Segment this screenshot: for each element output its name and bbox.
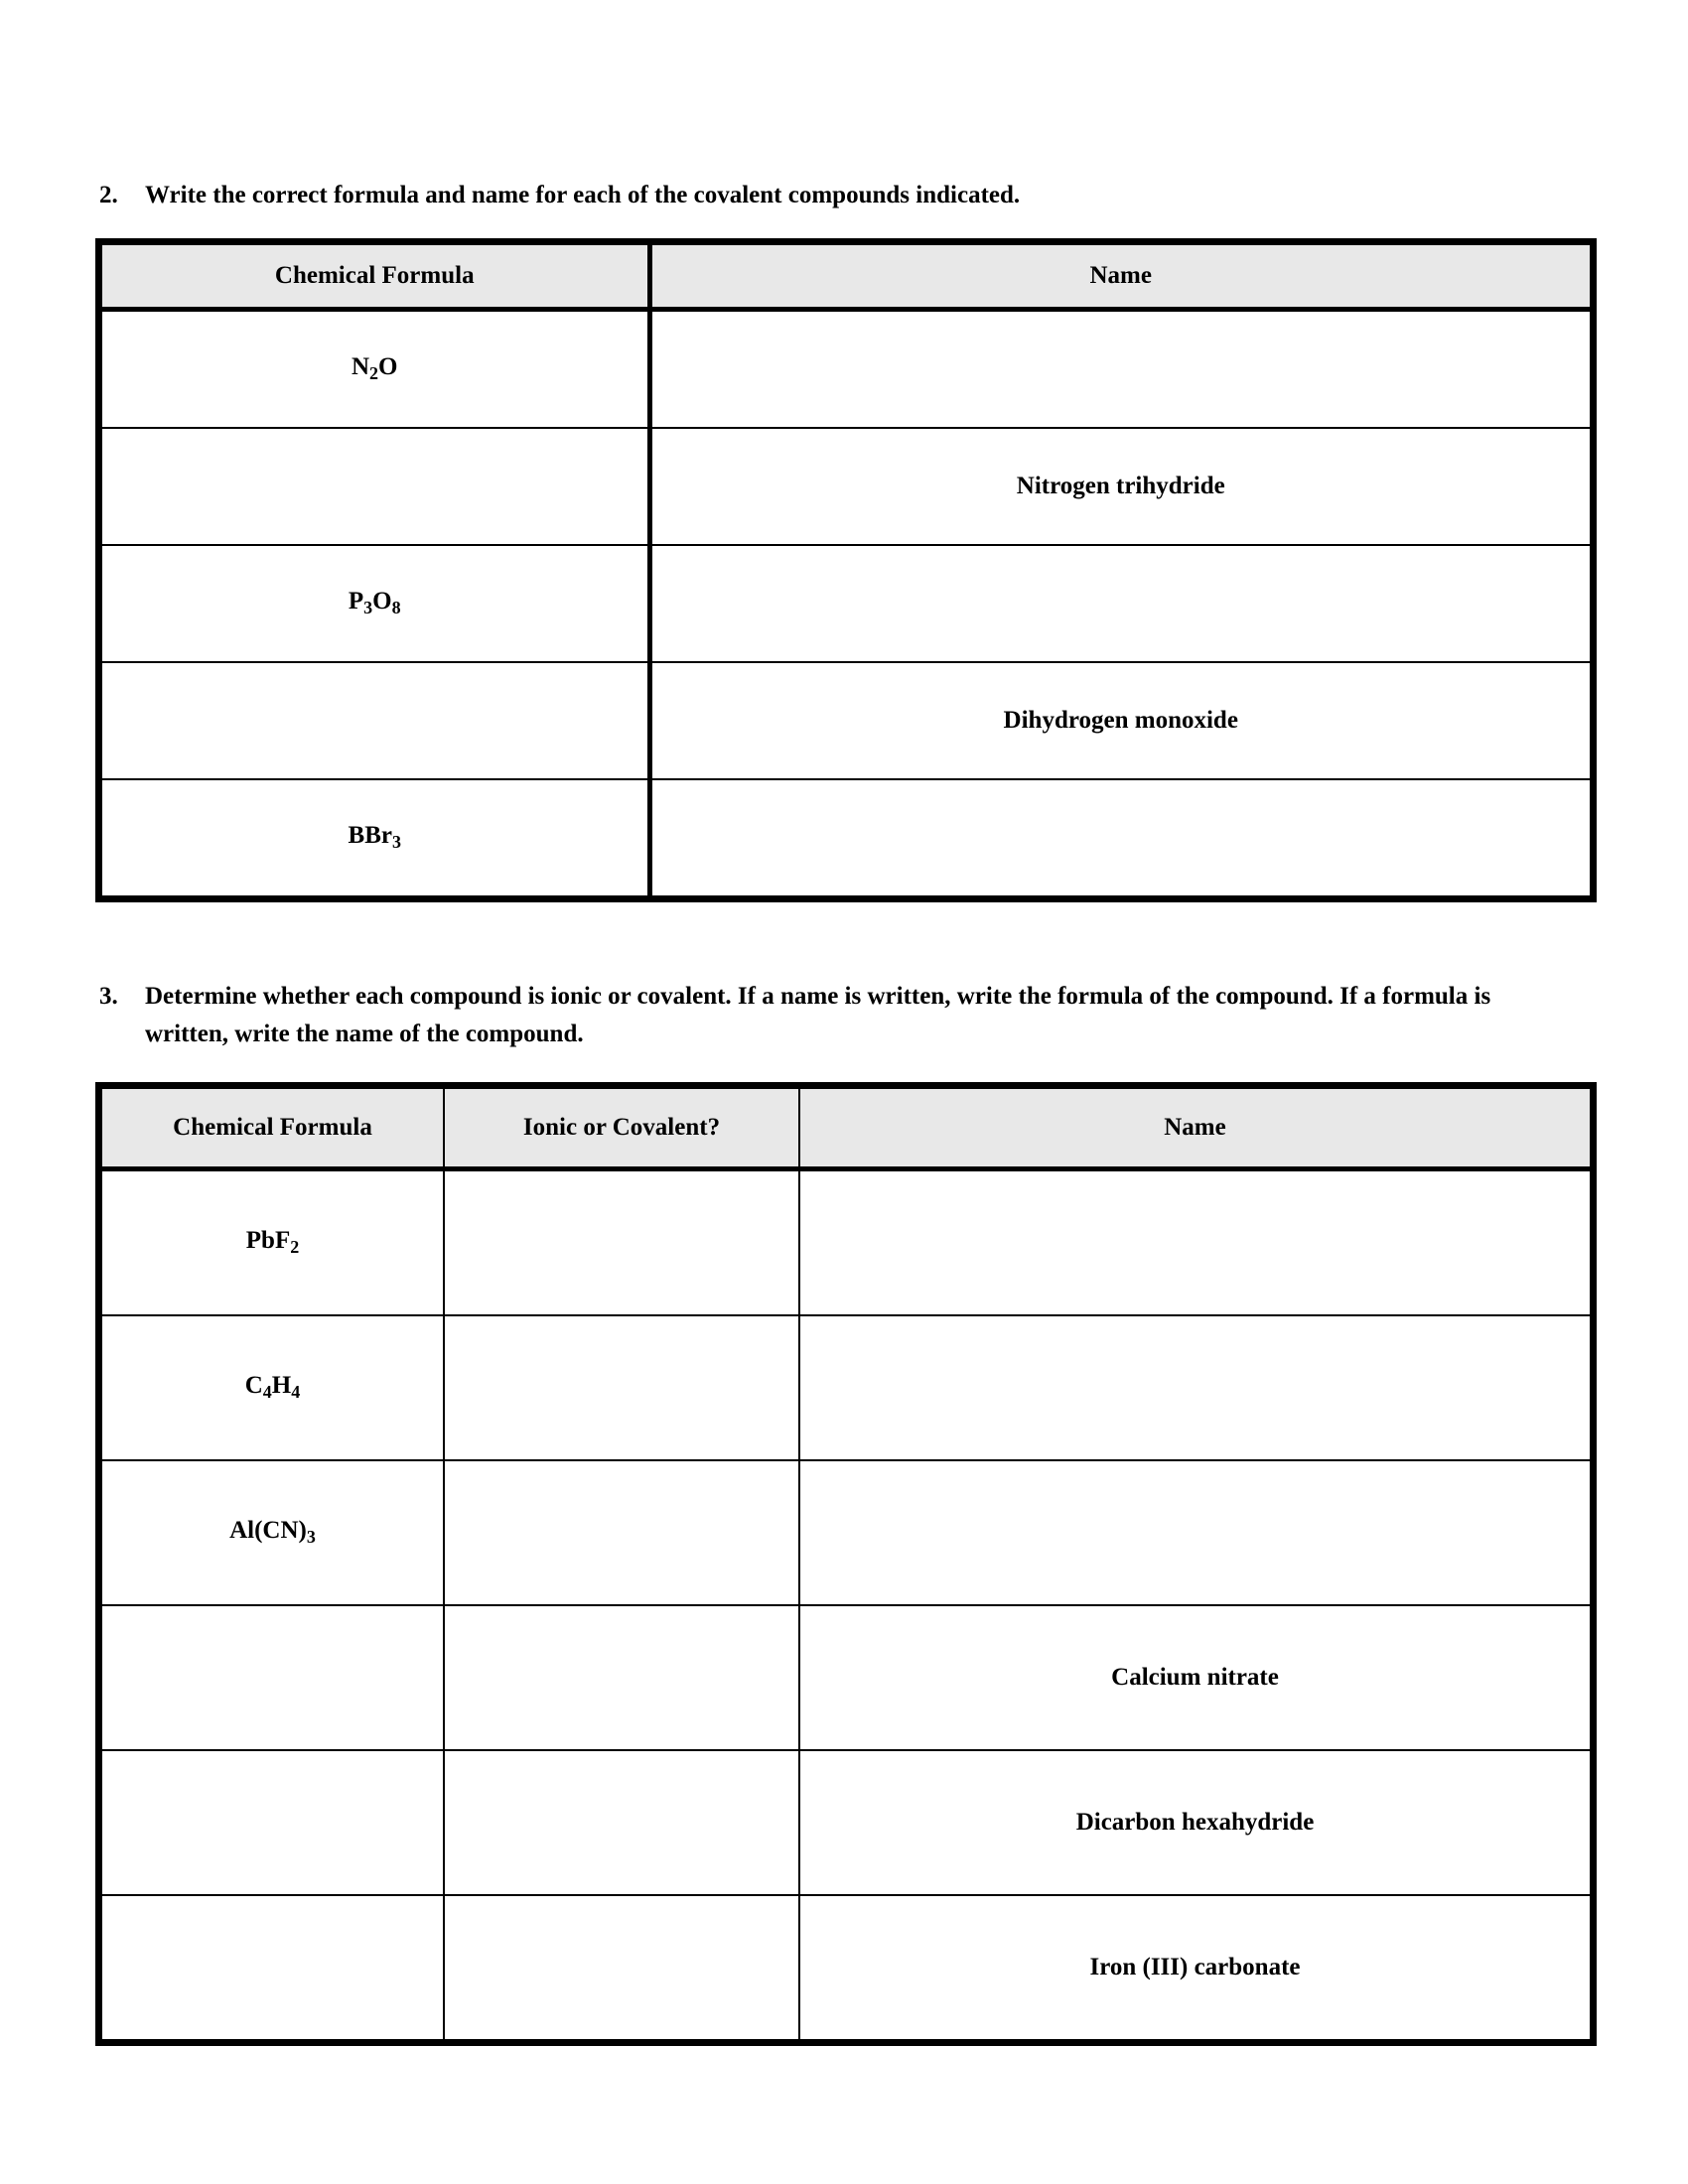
header-name: Name	[799, 1088, 1591, 1169]
table-row	[101, 1605, 1591, 1750]
header-ionic-or-covalent: Ionic or Covalent?	[444, 1088, 799, 1169]
ionic-covalent-table	[100, 1087, 1592, 2041]
cell-name[interactable]	[649, 310, 1591, 429]
cell-formula[interactable]: $N_2O$	[101, 310, 649, 429]
header-chemical-formula: Chemical Formula	[101, 1088, 444, 1169]
cell-formula[interactable]: $C_4H_4$	[101, 1315, 444, 1460]
cell-name[interactable]	[649, 545, 1591, 662]
cell-formula[interactable]: $P_3O_8$	[101, 545, 649, 662]
cell-name[interactable]: Iron (III) carbonate	[799, 1895, 1591, 2040]
covalent-compounds-table	[100, 243, 1592, 897]
cell-formula[interactable]: $Al(CN)_3$	[101, 1460, 444, 1605]
cell-type[interactable]	[444, 1895, 799, 2040]
covalent-table-border	[95, 238, 1597, 902]
cell-formula[interactable]: BBr$_3$	[101, 779, 649, 896]
header-name: Name	[649, 244, 1591, 310]
question-2-text: Write the correct formula and name for each of the covalent compounds indicated.	[145, 182, 1021, 208]
cell-name[interactable]	[799, 1169, 1591, 1316]
question-2-number: 2.	[99, 182, 118, 208]
table-row	[101, 1460, 1591, 1605]
cell-type[interactable]	[444, 1750, 799, 1895]
cell-formula[interactable]	[101, 1895, 444, 2040]
cell-name[interactable]	[799, 1315, 1591, 1460]
header-chemical-formula: Chemical Formula	[101, 244, 649, 310]
cell-name[interactable]: Dicarbon hexahydride	[799, 1750, 1591, 1895]
cell-name[interactable]: Dihydrogen monoxide	[649, 662, 1591, 779]
table-row	[101, 310, 1591, 429]
table-row	[101, 779, 1591, 896]
table-header-row	[101, 244, 1591, 310]
question-3-text: Determine whether each compound is ionic or covalent. If a name is written, write the formula of the compound. If a formula is written, write the name of the compound.	[145, 983, 1491, 1047]
question-3	[99, 978, 1569, 1052]
table-row	[101, 1750, 1591, 1895]
table-row	[101, 545, 1591, 662]
cell-formula[interactable]: PbF$_2$	[101, 1169, 444, 1316]
table-row	[101, 1315, 1591, 1460]
cell-name[interactable]: Calcium nitrate	[799, 1605, 1591, 1750]
question-2	[99, 177, 1509, 214]
mixed-table-border	[95, 1082, 1597, 2046]
table-header-row	[101, 1088, 1591, 1169]
cell-name[interactable]: Nitrogen trihydride	[649, 428, 1591, 545]
cell-formula[interactable]	[101, 662, 649, 779]
cell-formula[interactable]	[101, 1750, 444, 1895]
cell-type[interactable]	[444, 1460, 799, 1605]
table-row	[101, 428, 1591, 545]
table-row	[101, 1169, 1591, 1316]
question-3-number: 3.	[99, 983, 118, 1010]
cell-formula[interactable]	[101, 1605, 444, 1750]
cell-name[interactable]	[649, 779, 1591, 896]
cell-formula[interactable]	[101, 428, 649, 545]
cell-type[interactable]	[444, 1605, 799, 1750]
cell-type[interactable]	[444, 1169, 799, 1316]
table-row	[101, 662, 1591, 779]
cell-type[interactable]	[444, 1315, 799, 1460]
cell-name[interactable]	[799, 1460, 1591, 1605]
table-row	[101, 1895, 1591, 2040]
